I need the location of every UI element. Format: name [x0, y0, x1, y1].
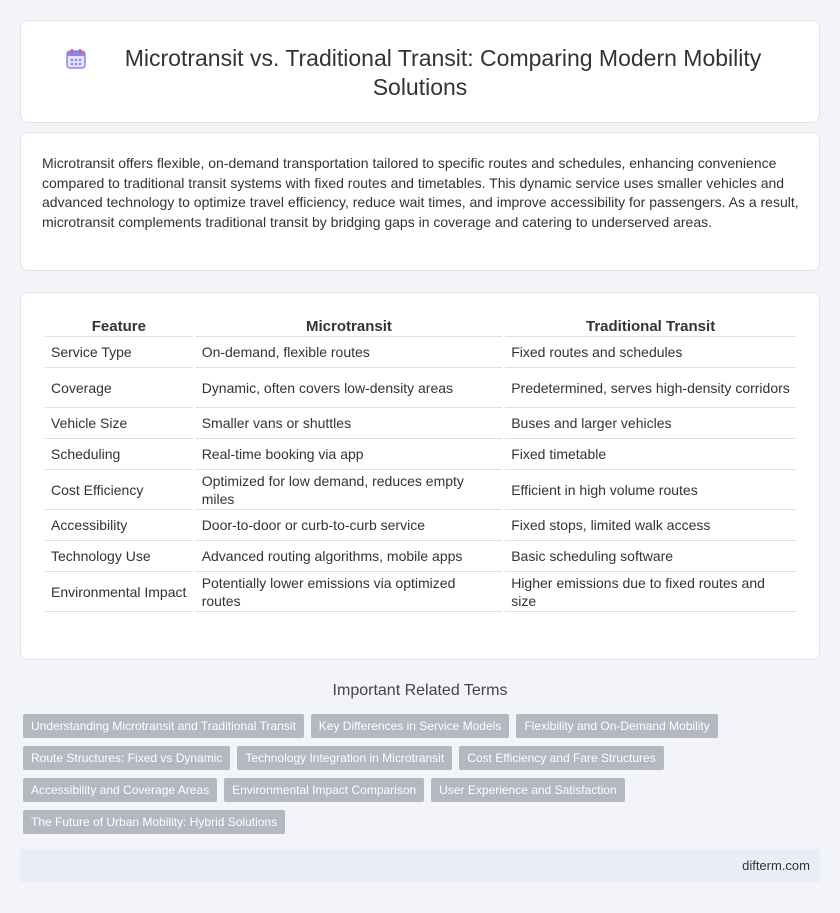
comparison-table-card: [20, 292, 820, 660]
feature-cell: Technology Use: [45, 541, 193, 572]
table-row: [45, 470, 796, 510]
header-card: [20, 20, 820, 123]
comparison-table: [42, 315, 799, 612]
feature-cell: Coverage: [45, 368, 193, 408]
page-title-line-2: Solutions: [372, 74, 468, 100]
traditional-cell: Fixed timetable: [505, 439, 796, 470]
feature-cell: Accessibility: [45, 510, 193, 541]
feature-cell: Service Type: [45, 337, 193, 368]
table-row: [45, 408, 796, 439]
header-microtransit: Microtransit: [196, 315, 503, 337]
related-term-tag[interactable]: Flexibility and On-Demand Mobility: [516, 714, 717, 738]
related-terms-title: Important Related Terms: [332, 682, 508, 699]
related-term-tag[interactable]: Environmental Impact Comparison: [224, 778, 424, 802]
microtransit-cell: Real-time booking via app: [196, 439, 503, 470]
related-term-tag[interactable]: Understanding Microtransit and Traditional Transit: [23, 714, 304, 738]
related-term-tag[interactable]: The Future of Urban Mobility: Hybrid Solutions: [23, 810, 285, 834]
table-row: [45, 439, 796, 470]
traditional-cell: Predetermined, serves high-density corridors: [505, 368, 796, 408]
table-row: [45, 368, 796, 408]
related-term-tag[interactable]: Key Differences in Service Models: [311, 714, 510, 738]
table-row: [45, 572, 796, 612]
microtransit-cell: On-demand, flexible routes: [196, 337, 503, 368]
related-term-tag[interactable]: Cost Efficiency and Fare Structures: [459, 746, 664, 770]
traditional-cell: Fixed stops, limited walk access: [505, 510, 796, 541]
intro-card: [20, 132, 820, 271]
footer: [20, 849, 820, 882]
feature-cell: Cost Efficiency: [45, 470, 193, 510]
traditional-cell: Higher emissions due to fixed routes and size: [505, 572, 796, 612]
traditional-cell: Efficient in high volume routes: [505, 470, 796, 510]
feature-cell: Vehicle Size: [45, 408, 193, 439]
related-term-tag[interactable]: Accessibility and Coverage Areas: [23, 778, 217, 802]
microtransit-cell: Dynamic, often covers low-density areas: [196, 368, 503, 408]
table-row: [45, 510, 796, 541]
microtransit-cell: Optimized for low demand, reduces empty miles: [196, 470, 503, 510]
traditional-cell: Fixed routes and schedules: [505, 337, 796, 368]
traditional-cell: Basic scheduling software: [505, 541, 796, 572]
header-feature: Feature: [45, 315, 193, 337]
feature-cell: Scheduling: [45, 439, 193, 470]
feature-cell: Environmental Impact: [45, 572, 193, 612]
page-title: [21, 44, 819, 102]
microtransit-cell: Door-to-door or curb-to-curb service: [196, 510, 503, 541]
related-term-tag[interactable]: Route Structures: Fixed vs Dynamic: [23, 746, 230, 770]
footer-site-link[interactable]: difterm.com: [742, 858, 810, 873]
intro-paragraph: Microtransit offers flexible, on-demand transportation tailored to specific routes and schedules, enhancing convenience compared to traditional transit systems with fixed routes and timetables. This dynamic service uses smaller vehicles and advanced technology to optimize travel efficiency, reduce wait times, and improve accessibility for passengers. As a result, microtransit complements traditional transit by bridging gaps in coverage and catering to underserved areas.: [42, 155, 799, 230]
microtransit-cell: Smaller vans or shuttles: [196, 408, 503, 439]
microtransit-cell: Potentially lower emissions via optimized routes: [196, 572, 503, 612]
table-row: [45, 337, 796, 368]
table-row: [45, 541, 796, 572]
related-terms-tags: [23, 714, 823, 842]
header-traditional: Traditional Transit: [505, 315, 796, 337]
microtransit-cell: Advanced routing algorithms, mobile apps: [196, 541, 503, 572]
related-term-tag[interactable]: Technology Integration in Microtransit: [237, 746, 452, 770]
related-term-tag[interactable]: User Experience and Satisfaction: [431, 778, 624, 802]
traditional-cell: Buses and larger vehicles: [505, 408, 796, 439]
page-title-line-1: Microtransit vs. Traditional Transit: Comparing Modern Mobility: [124, 45, 762, 71]
